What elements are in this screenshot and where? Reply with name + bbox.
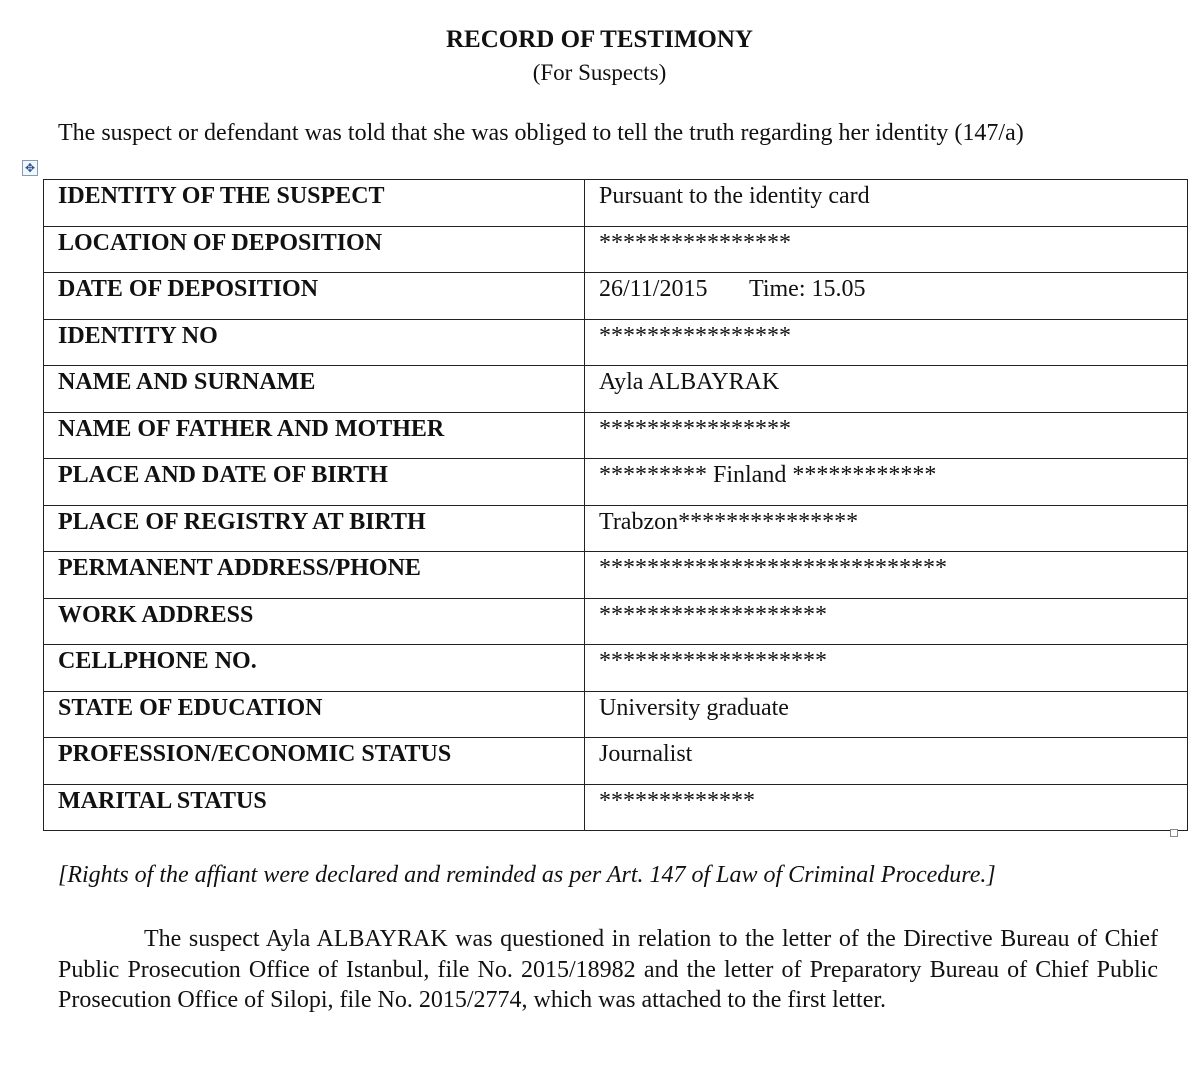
- row-value: 26/11/2015 Time: 15.05: [585, 273, 1188, 320]
- table-row: [44, 319, 1188, 366]
- row-label: MARITAL STATUS: [44, 784, 585, 831]
- row-value: University graduate: [585, 691, 1188, 738]
- table-row: [44, 366, 1188, 413]
- table-row: [44, 459, 1188, 506]
- row-value: ****************: [585, 226, 1188, 273]
- identity-table: [43, 179, 1188, 831]
- table-row: [44, 226, 1188, 273]
- table-row: [44, 412, 1188, 459]
- row-label: WORK ADDRESS: [44, 598, 585, 645]
- document-subtitle: (For Suspects): [532, 60, 667, 85]
- table-row: [44, 505, 1188, 552]
- row-label: PLACE OF REGISTRY AT BIRTH: [44, 505, 585, 552]
- table-resize-handle[interactable]: [1170, 829, 1178, 837]
- row-label: CELLPHONE NO.: [44, 645, 585, 692]
- move-cross-icon: ✥: [24, 161, 36, 175]
- row-value: Ayla ALBAYRAK: [585, 366, 1188, 413]
- table-row: [44, 691, 1188, 738]
- row-value: ****************: [585, 412, 1188, 459]
- table-row: [44, 738, 1188, 785]
- table-row: [44, 645, 1188, 692]
- row-value: *****************************: [585, 552, 1188, 599]
- row-label: IDENTITY OF THE SUSPECT: [44, 180, 585, 227]
- row-label: LOCATION OF DEPOSITION: [44, 226, 585, 273]
- row-label: PROFESSION/ECONOMIC STATUS: [44, 738, 585, 785]
- row-value: Trabzon***************: [585, 505, 1188, 552]
- row-value: *******************: [585, 645, 1188, 692]
- row-value: Pursuant to the identity card: [585, 180, 1188, 227]
- table-row: [44, 598, 1188, 645]
- body-paragraph: The suspect Ayla ALBAYRAK was questioned in relation to the letter of the Directive Bureau of Chief Public Prosecution Office of Istanbul, file No. 2015/18982 and the letter of Preparatory Bureau of Chief Public Prosecution Office of Silopi, file No. 2015/2774, which was attached to the first letter.: [58, 926, 1158, 1013]
- table-row: [44, 180, 1188, 227]
- row-value: *************: [585, 784, 1188, 831]
- document-title: RECORD OF TESTIMONY: [446, 26, 753, 53]
- table-row: [44, 273, 1188, 320]
- intro-statement: The suspect or defendant was told that she was obliged to tell the truth regarding her identity (147/a): [58, 120, 1024, 146]
- table-move-handle[interactable]: [22, 160, 38, 176]
- row-label: PERMANENT ADDRESS/PHONE: [44, 552, 585, 599]
- row-value: ********* Finland ************: [585, 459, 1188, 506]
- row-label: NAME OF FATHER AND MOTHER: [44, 412, 585, 459]
- row-label: DATE OF DEPOSITION: [44, 273, 585, 320]
- row-label: NAME AND SURNAME: [44, 366, 585, 413]
- rights-notice: [Rights of the affiant were declared and reminded as per Art. 147 of Law of Criminal Procedure.]: [58, 862, 996, 888]
- row-label: IDENTITY NO: [44, 319, 585, 366]
- row-value: ****************: [585, 319, 1188, 366]
- table-row: [44, 784, 1188, 831]
- row-label: STATE OF EDUCATION: [44, 691, 585, 738]
- row-value: Journalist: [585, 738, 1188, 785]
- row-label: PLACE AND DATE OF BIRTH: [44, 459, 585, 506]
- row-value: *******************: [585, 598, 1188, 645]
- table-row: [44, 552, 1188, 599]
